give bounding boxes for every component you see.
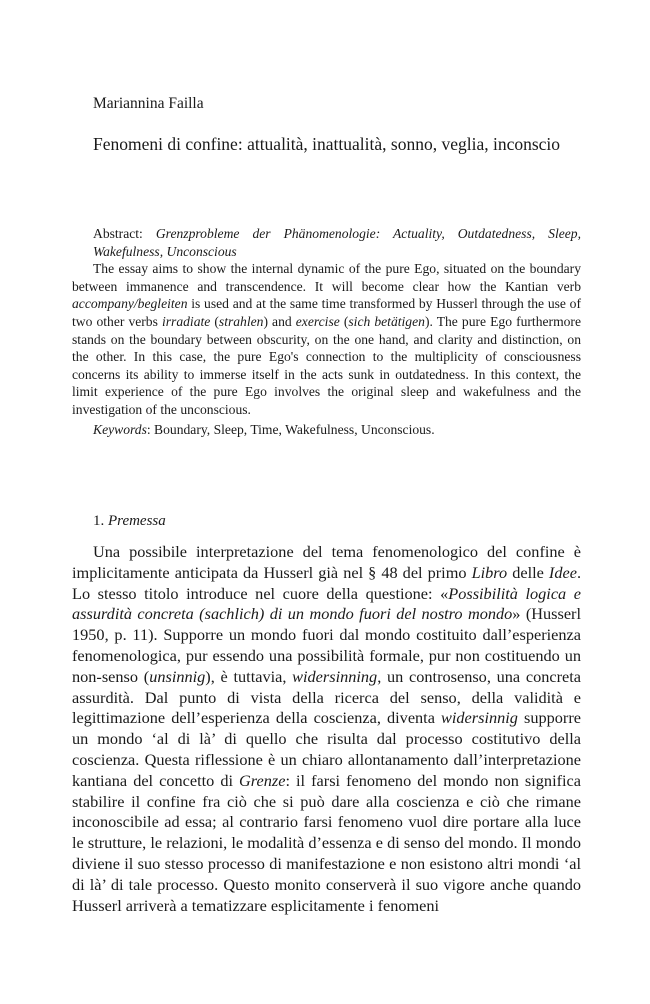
body-text-run: supporre un mondo ‘al di là’ di quello che risulta dal processo costitutivo della coscienza. Questa riflessione è un chiaro allontanamento dall’interpretazione kantiana del concetto di (72, 708, 581, 790)
body-text-run: , un controsenso, una concreta assurdità. Dal punto di vista della ricerca del senso, della validità e legittimazione dell’esperienza della coscienza, diventa (72, 666, 582, 728)
body-italic-term: Libro (471, 562, 508, 582)
abstract-text: is used and at the same time transformed by Husserl through the use of two other verbs (72, 296, 581, 329)
body-italic-term: Grenze (239, 770, 286, 790)
body-text-run: delle (507, 562, 549, 582)
keywords-line (72, 421, 581, 439)
abstract-term: accompany/begleiten (72, 296, 188, 312)
body-italic-term: widersinnig (441, 708, 518, 728)
body-text-run: : il farsi fenomeno del mondo non significa stabilire il confine fra ciò che si può dare alla coscienza e ciò che rimane inconoscibile ad essa; al contrario farsi fenomeno vuol dire portare alla luce le strutture, le relazioni, le modalità d’essenza e di senso del mondo. Il mondo diviene il suo stesso processo di manifestazione e non esistono altri mondi ‘al di là’ di tale processo. Questo monito conserverà il suo vigore anche quando Husserl arriverà a tematizzare esplicitamente i fenomeni (72, 770, 581, 915)
abstract-text: ). The pure Ego furthermore stands on the boundary between obscurity, on the one hand, and clarity and distinction, on the other. In this case, the pure Ego's connection to the multiplicity of consciousness concerns its ability to immerse itself in the acts sunk in outdatedness. In this context, the limit experience of the pure Ego involves the original sleep and wakefulness and the investigation of the unconscious. (72, 313, 581, 417)
body-text-run: . Lo stesso titolo introduce nel cuore della questione: « (72, 562, 582, 603)
body-italic-term: widersinning (292, 666, 378, 686)
body-quoted-title: Possibilità logica e assurdità concreta (sachlich) di un mondo fuori del nostro mondo (72, 583, 582, 624)
section-number: 1. (93, 513, 108, 529)
abstract-block (72, 225, 581, 438)
keywords-label: Keywords (93, 421, 147, 437)
abstract-term: sich betätigen (348, 313, 425, 329)
body-italic-term: Idee (548, 562, 577, 582)
body-text-run: Una possibile interpretazione del tema fenomenologico del confine è implicitamente anticipata da Husserl già nel § 48 del primo (72, 542, 581, 582)
abstract-paragraph (72, 260, 581, 418)
abstract-text: ( (210, 313, 219, 329)
section-heading (93, 513, 166, 530)
abstract-text: ( (339, 313, 349, 329)
body-text (72, 542, 581, 916)
abstract-english-title: Grenzprobleme der Phänomenologie: Actuality, Outdatedness, Sleep, Wakefulness, Unconscious (93, 226, 581, 259)
section-title: Premessa (108, 513, 166, 529)
author-name: Mariannina Failla (93, 95, 204, 112)
abstract-term: strahlen (218, 313, 264, 329)
abstract-text: ) and (263, 313, 296, 329)
abstract-term: irradiate (161, 313, 211, 329)
article-title: Fenomeni di confine: attualità, inattualità, sonno, veglia, inconscio (93, 134, 561, 154)
body-text-run: ), è tuttavia, (205, 666, 293, 686)
abstract-term: exercise (295, 313, 340, 329)
abstract-label: Abstract: (93, 226, 156, 241)
body-italic-term: unsinnig (149, 666, 206, 686)
body-paragraph (72, 542, 581, 916)
keywords-list: : Boundary, Sleep, Time, Wakefulness, Unconscious. (146, 421, 435, 437)
abstract-text: The essay aims to show the internal dynamic of the pure Ego, situated on the boundary between immanence and transcendence. It will become clear how the Kantian verb (72, 261, 581, 294)
abstract-heading (72, 225, 581, 260)
body-text-run: » (Husserl 1950, p. 11). Supporre un mondo fuori dal mondo costituito dall’esperienza fenomenologica, pur essendo una possibilità formale, pur non costituendo un non-senso ( (72, 604, 581, 686)
